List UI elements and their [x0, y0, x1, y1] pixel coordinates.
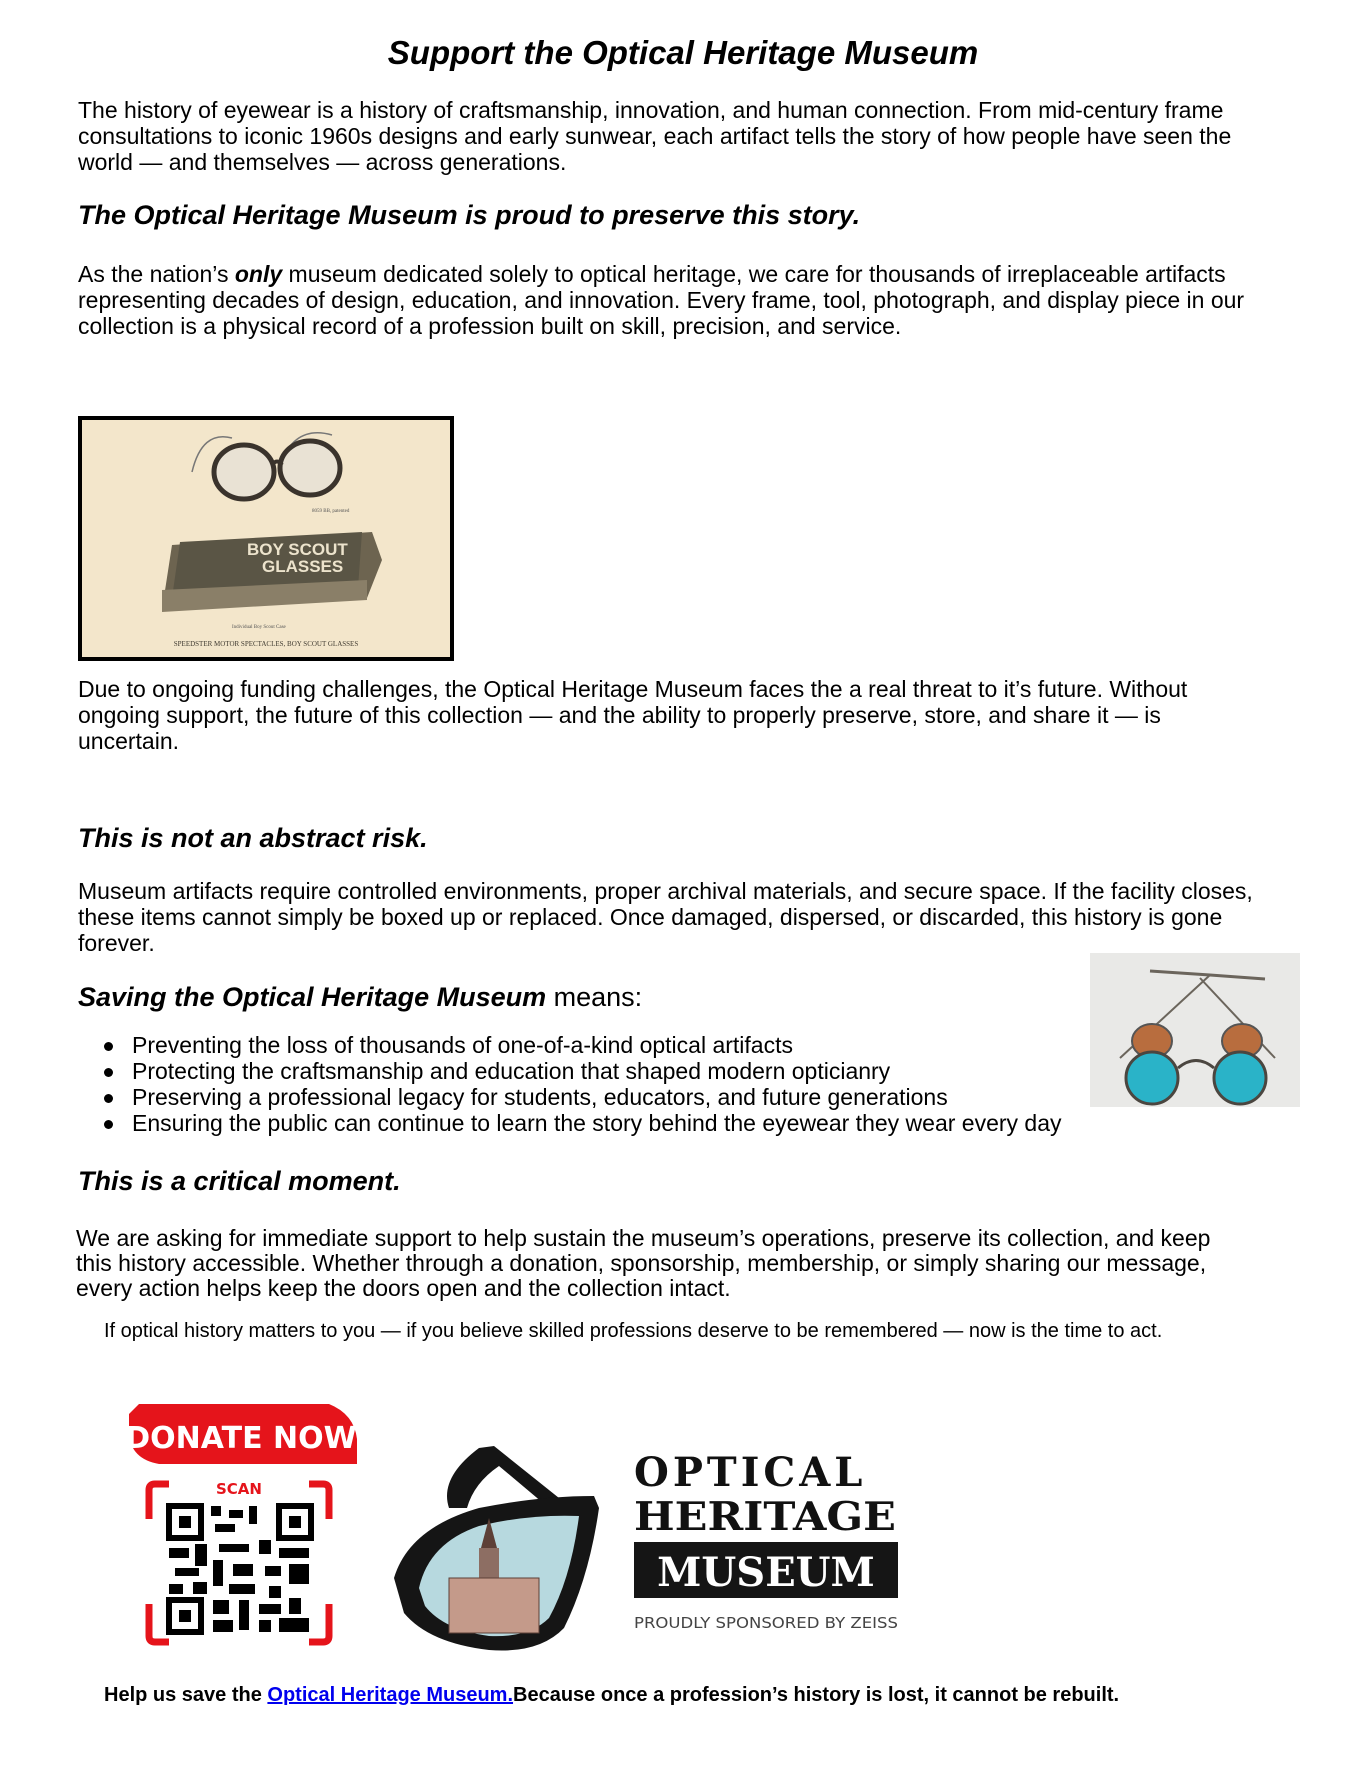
list-item: Preserving a professional legacy for students, educators, and future generations — [104, 1084, 1062, 1110]
tinted-spectacles-image — [1090, 953, 1300, 1107]
text: museum dedicated solely to optical heritage, we care for thousands of irreplaceable artifacts representing decades of design, education, and innovation. Every frame, tool, photograph, and display piece in our collection is a physical record of a profession built on skill, precision, and service. — [78, 261, 1245, 339]
funding-paragraph: Due to ongoing funding challenges, the Optical Heritage Museum faces the a real threat to it’s future. Without ongoing support, the future of this collection — and the ability to properly preserve, store, and share it — is uncertain. — [78, 676, 1188, 754]
emphasis-only: only — [234, 261, 283, 287]
donate-qr-graphic[interactable] — [129, 1404, 357, 1652]
list-item: Ensuring the public can continue to learn the story behind the eyewear they wear every day — [104, 1110, 1062, 1136]
logo-line-optical: OPTICAL — [634, 1449, 867, 1496]
scan-label: SCAN — [216, 1480, 262, 1498]
heading-plain: means: — [546, 982, 643, 1012]
benefits-list — [104, 1032, 1062, 1136]
box-text-2: GLASSES — [262, 557, 344, 576]
call-to-action-text: If optical history matters to you — if you believe skilled professions deserve to be remembered — now is the time to act. — [104, 1320, 1163, 1342]
logo-line-museum: MUSEUM — [657, 1549, 875, 1596]
closing-statement — [104, 1683, 1214, 1707]
museum-link[interactable]: Optical Heritage Museum. — [267, 1684, 514, 1706]
logo-sponsor: PROUDLY SPONSORED BY ZEISS — [634, 1614, 898, 1632]
text: As the nation’s — [78, 261, 235, 287]
critical-paragraph: We are asking for immediate support to help sustain the museum’s operations, preserve its collection, and keep this history accessible. Whether through a donation, sponsorship, membership, or simply sharing our message, every action helps keep the doors open and the collection intact. — [76, 1225, 1211, 1301]
heading-bold: Saving the Optical Heritage Museum — [78, 982, 547, 1012]
qr-code-icon — [167, 1504, 311, 1634]
caption-top: 8059 BB, patented — [312, 509, 350, 514]
caption-bottom: SPEEDSTER MOTOR SPECTACLES, BOY SCOUT GLASSES — [173, 640, 359, 648]
box-text-1: BOY SCOUT — [247, 540, 348, 559]
logo-line-heritage: HERITAGE — [634, 1494, 896, 1540]
heading-saving — [78, 982, 642, 1013]
heading-critical: This is a critical moment. — [78, 1166, 401, 1196]
list-item: Preventing the loss of thousands of one-of-a-kind optical artifacts — [104, 1032, 1062, 1058]
heading-proud: The Optical Heritage Museum is proud to preserve this story. — [78, 200, 861, 230]
text: Help us save the — [104, 1684, 268, 1706]
nation-paragraph — [78, 261, 1318, 339]
intro-paragraph: The history of eyewear is a history of craftsmanship, innovation, and human connection. From mid-century frame consultations to iconic 1960s designs and early sunwear, each artifact tells the story of how people have seen the world — and themselves — across generations. — [78, 97, 1232, 175]
boy-scout-glasses-image — [78, 416, 454, 661]
risk-paragraph: Museum artifacts require controlled environments, proper archival materials, and secure space. If the facility closes, these items cannot simply be boxed up or replaced. Once damaged, dispersed, or discarded, this history is gone forever. — [78, 878, 1253, 956]
caption-mid: Individual Boy Scout Case — [232, 625, 286, 630]
heading-risk: This is not an abstract risk. — [78, 823, 428, 853]
text: Because once a profession’s history is lost, it cannot be rebuilt. — [513, 1684, 1120, 1706]
list-item: Protecting the craftsmanship and education that shaped modern opticianry — [104, 1058, 1062, 1084]
museum-logo — [389, 1438, 899, 1654]
page-title: Support the Optical Heritage Museum — [387, 34, 979, 71]
donate-now-label: DONATE NOW — [129, 1421, 357, 1456]
